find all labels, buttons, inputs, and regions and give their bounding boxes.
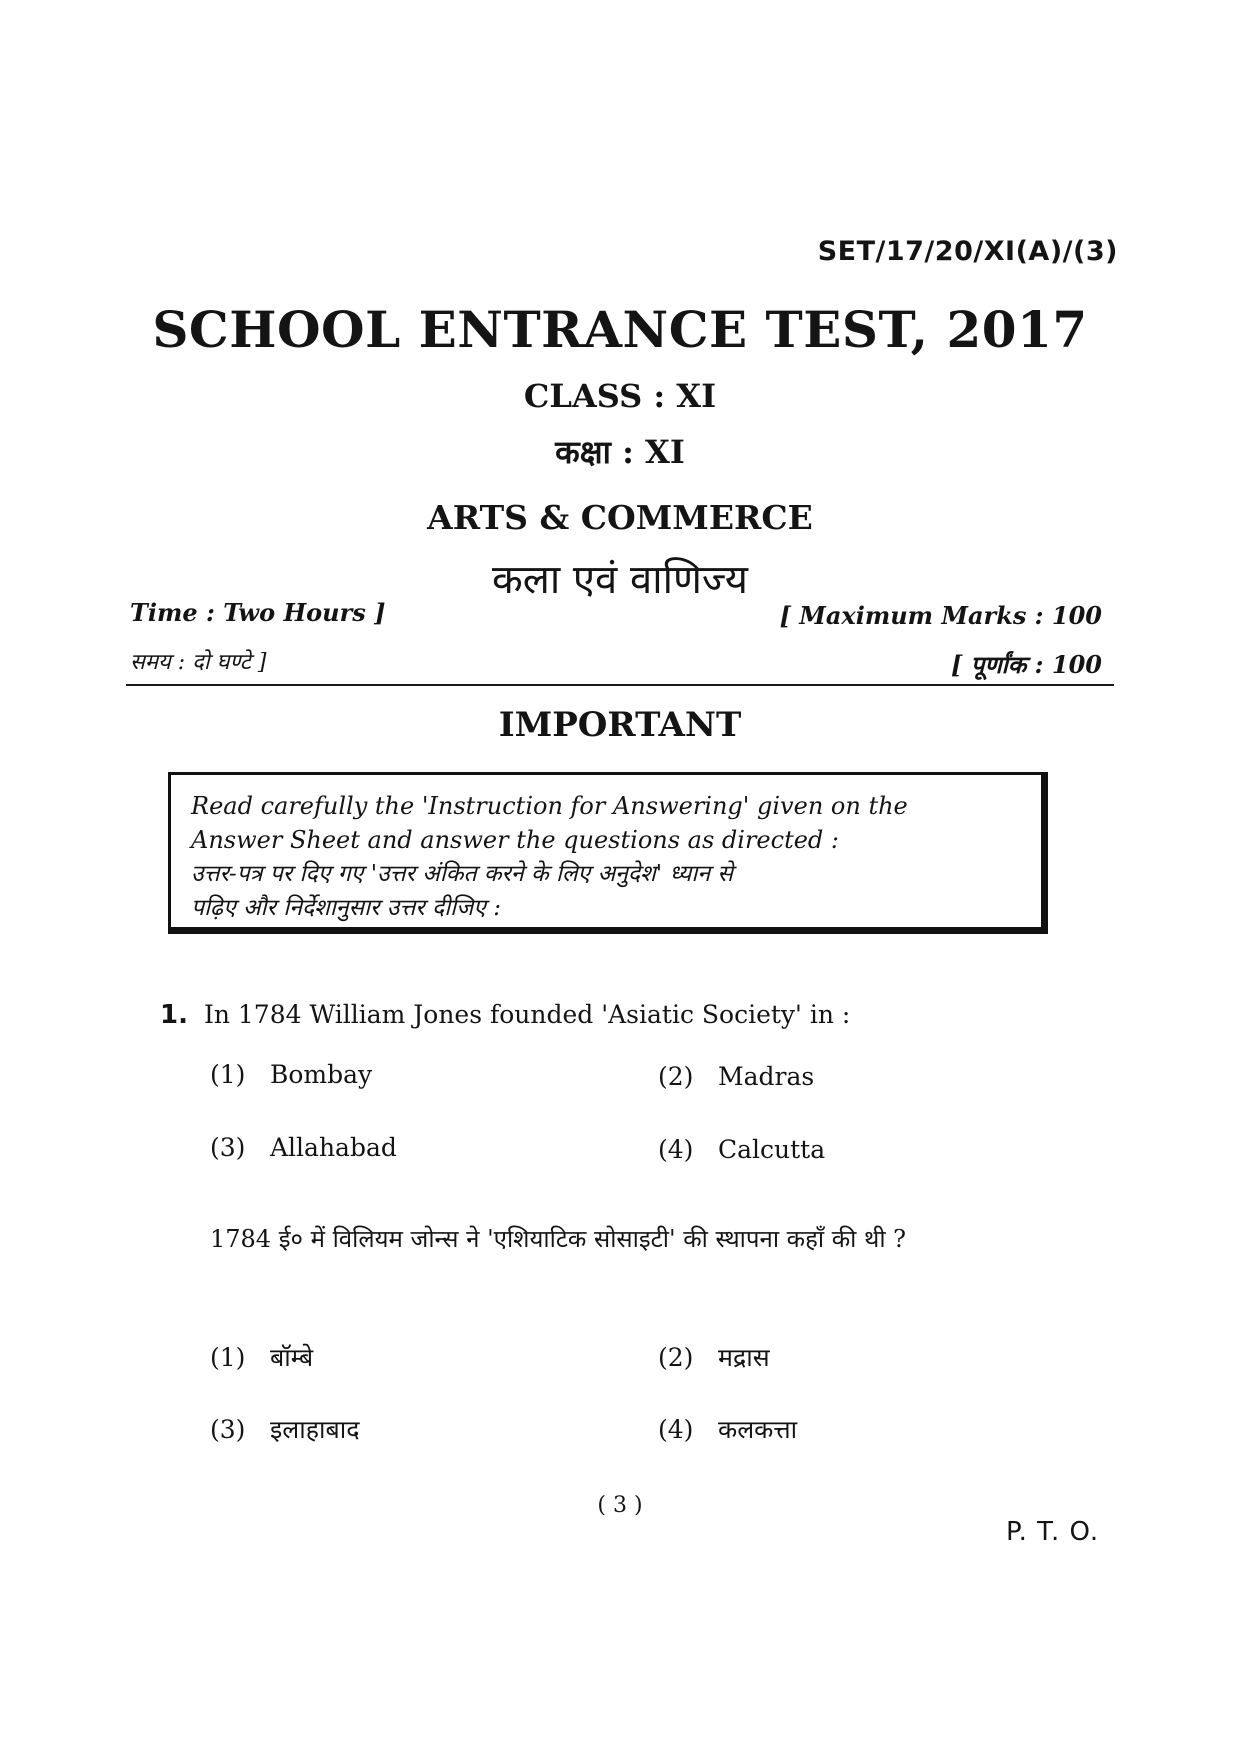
important-heading: IMPORTANT	[498, 705, 742, 745]
exam-title: SCHOOL ENTRANCE TEST, 2017	[152, 300, 1088, 359]
instruction-line-1: Read carefully the 'Instruction for Answering' given on the	[191, 792, 908, 820]
option-en-4	[658, 1135, 825, 1164]
option-number: (4)	[658, 1415, 694, 1444]
instruction-line-3: उत्तर-पत्र पर दिए गए 'उत्तर अंकित करने के लिए अनुदेश' ध्यान से	[191, 861, 733, 887]
option-label: मद्रास	[718, 1343, 770, 1372]
question-text-en: In 1784 William Jones founded 'Asiatic Society' in :	[203, 1000, 851, 1029]
option-label: Madras	[718, 1062, 815, 1091]
option-label: कलकत्ता	[718, 1415, 798, 1444]
option-number: (4)	[658, 1135, 694, 1164]
option-label: Allahabad	[270, 1133, 397, 1162]
option-label: Bombay	[270, 1060, 373, 1089]
question-1-en	[160, 1000, 850, 1030]
option-number: (3)	[210, 1133, 246, 1162]
option-number: (3)	[210, 1415, 246, 1444]
option-number: (2)	[658, 1062, 694, 1091]
option-number: (2)	[658, 1343, 694, 1372]
stream-label-hi: कला एवं वाणिज्य	[492, 557, 748, 603]
option-hi-3	[210, 1412, 359, 1446]
instruction-line-4: पढ़िए और निर्देशानुसार उत्तर दीजिए :	[191, 895, 501, 921]
option-hi-2	[658, 1340, 770, 1374]
option-hi-4	[658, 1412, 797, 1446]
option-label: इलाहाबाद	[270, 1415, 360, 1444]
pto-label: P. T. O.	[1006, 1517, 1100, 1547]
page-number: ( 3 )	[597, 1493, 643, 1518]
option-label: बॉम्बे	[270, 1343, 314, 1372]
option-number: (1)	[210, 1343, 246, 1372]
option-en-1	[210, 1060, 372, 1089]
instruction-line-2: Answer Sheet and answer the questions as directed :	[191, 826, 839, 854]
question-number: 1.	[160, 1000, 188, 1030]
instructions-box	[168, 772, 1048, 934]
max-marks-hi: [ पूर्णांक : 100	[950, 650, 1102, 679]
stream-label-en: ARTS & COMMERCE	[427, 498, 813, 537]
header-divider	[126, 684, 1114, 686]
class-label-hi: कक्षा : XI	[555, 433, 685, 471]
set-code: SET/17/20/XI(A)/(3)	[817, 236, 1118, 267]
question-text-hi: 1784 ई० में विलियम जोन्स ने 'एशियाटिक सोसाइटी' की स्थापना कहाँ की थी ?	[210, 1225, 907, 1253]
option-en-3	[210, 1133, 397, 1162]
option-number: (1)	[210, 1060, 246, 1089]
option-hi-1	[210, 1340, 313, 1374]
time-label-hi: समय : दो घण्टे ]	[130, 650, 267, 675]
class-label-en: CLASS : XI	[523, 377, 717, 415]
max-marks-en: [ Maximum Marks : 100	[779, 601, 1102, 630]
option-label: Calcutta	[718, 1135, 826, 1164]
time-label-en: Time : Two Hours ]	[130, 598, 386, 627]
option-en-2	[658, 1062, 814, 1091]
